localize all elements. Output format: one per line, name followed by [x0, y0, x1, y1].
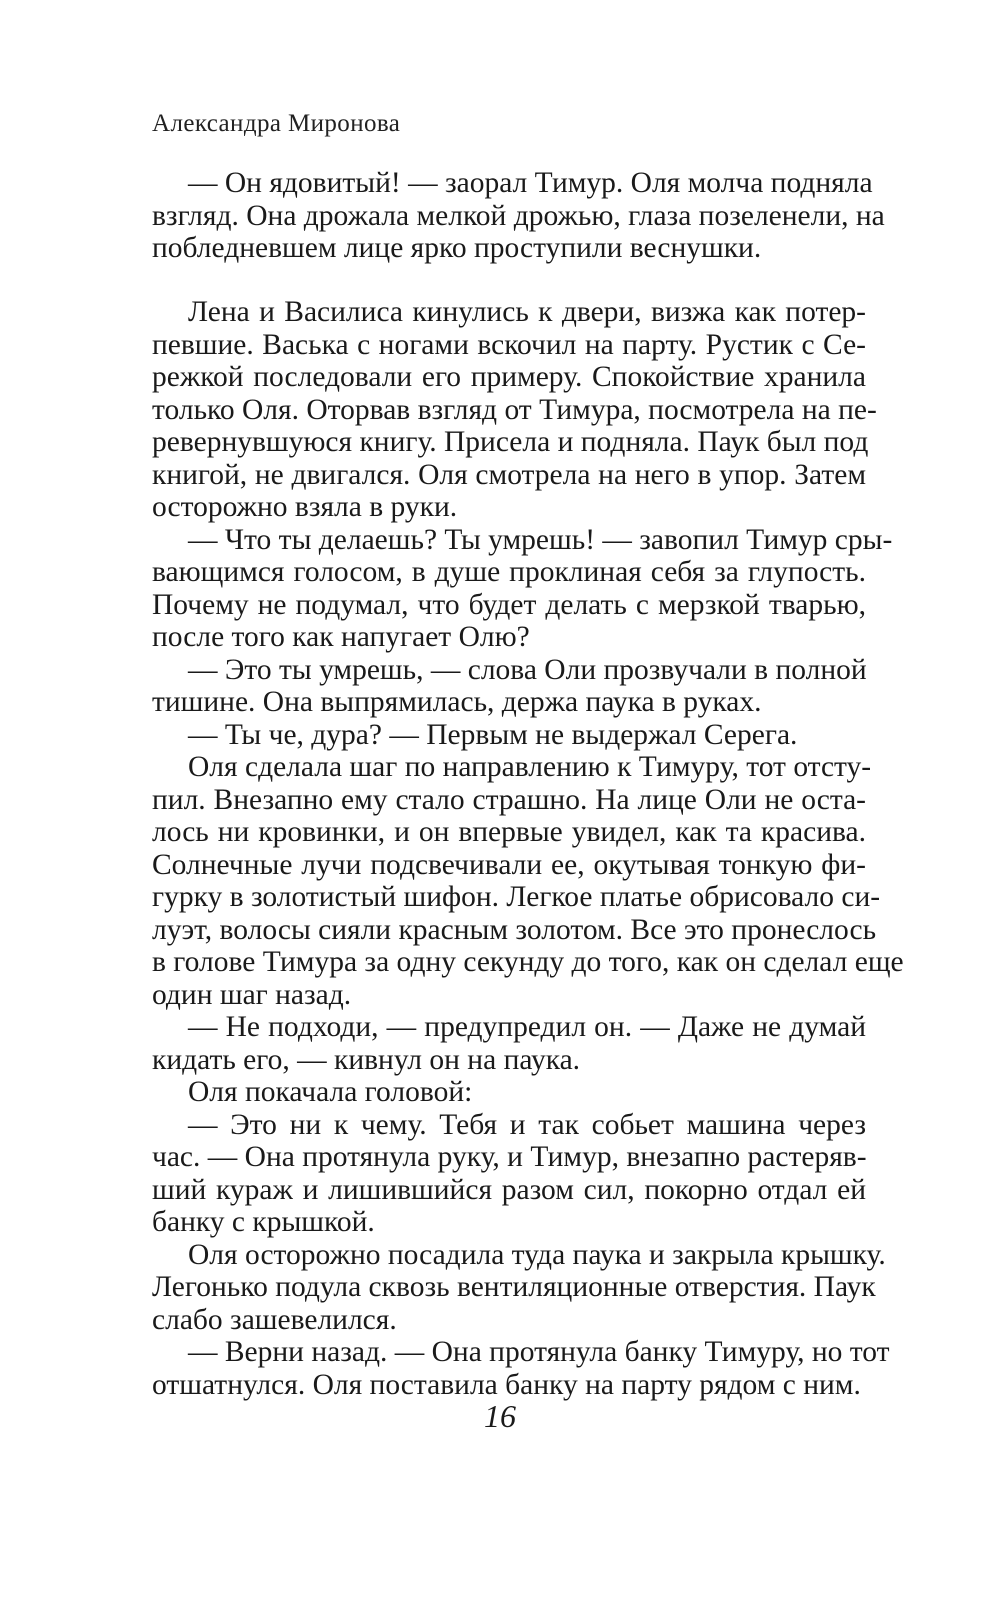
text-line: ревернувшуюся книгу. Присела и подняла. Паук был под — [152, 426, 869, 458]
text-line: пил. Внезапно ему стало страшно. На лице Оли не оста- — [152, 783, 866, 816]
text-line: — Что ты делаешь? Ты умрешь! — завопил Тимур сры- — [188, 523, 893, 556]
text-line: — Ты че, дура? — Первым не выдержал Серега. — [188, 718, 798, 751]
text-line: только Оля. Оторвав взгляд от Тимура, посмотрела на пе- — [152, 393, 877, 426]
text-line: Легонько подула сквозь вентиляционные отверстия. Паук — [152, 1271, 876, 1303]
text-line: Почему не подумал, что будет делать с мерзкой тварью, — [152, 588, 866, 621]
text-line: банку с крышкой. — [152, 1206, 375, 1238]
text-line: вающимся голосом, в душе проклиная себя за глупость. — [152, 556, 866, 588]
paragraph — [152, 296, 904, 1401]
text-line: осторожно взяла в руки. — [152, 491, 458, 523]
text-line: — Не подходи, — предупредил он. — Даже не думай — [188, 1011, 866, 1043]
text-line: взгляд. Она дрожала мелкой дрожью, глаза позеленели, на — [152, 199, 885, 232]
text-line: — Верни назад. — Она протянула банку Тимуру, но тот — [188, 1336, 890, 1368]
text-line: тишине. Она выпрямилась, держа паука в руках. — [152, 686, 762, 718]
text-line: Солнечные лучи подсвечивали ее, окутывая тонкую фи- — [152, 848, 866, 881]
text-line: Лена и Василиса кинулись к двери, визжа как потер- — [188, 296, 866, 328]
text-line: — Это ты умрешь, — слова Оли прозвучали в полной — [188, 653, 867, 686]
text-line: луэт, волосы сияли красным золотом. Все это пронеслось — [152, 913, 877, 946]
text-line: лось ни кровинки, и он впервые увидел, как та красива. — [152, 816, 866, 848]
page-number: 16 — [484, 1398, 516, 1434]
text-line: слабо зашевелился. — [152, 1303, 397, 1336]
text-line: час. — Она протянула руку, и Тимур, внезапно растеряв- — [152, 1141, 867, 1173]
text-line: Оля покачала головой: — [188, 1076, 473, 1108]
text-line: ший кураж и лишившийся разом сил, покорно отдал ей — [152, 1173, 866, 1206]
text-line: после того как напугает Олю? — [152, 621, 530, 653]
text-line: гурку в золотистый шифон. Легкое платье обрисовало си- — [152, 881, 881, 913]
text-line: Оля сделала шаг по направлению к Тимуру, тот отсту- — [188, 751, 872, 783]
text-line: Оля осторожно посадила туда паука и закрыла крышку. — [188, 1238, 886, 1271]
paragraph — [152, 167, 885, 265]
text-line: певшие. Васька с ногами вскочил на парту. Рустик с Се- — [152, 328, 866, 361]
text-line: книгой, не двигался. Оля смотрела на него в упор. Затем — [152, 458, 866, 491]
text-line: — Это ни к чему. Тебя и так собьет машина через — [188, 1108, 866, 1141]
text-line: кидать его, — кивнул он на паука. — [152, 1043, 581, 1076]
text-line: один шаг назад. — [152, 978, 352, 1011]
text-line: — Он ядовитый! — заорал Тимур. Оля молча подняла — [188, 167, 873, 199]
text-line: отшатнулся. Оля поставила банку на парту рядом с ним. — [152, 1368, 861, 1401]
text-line: в голове Тимура за одну секунду до того, как он сделал еще — [152, 946, 904, 978]
running-header-author: Александра Миронова — [152, 110, 401, 137]
text-line: режкой последовали его примеру. Спокойствие хранила — [152, 361, 866, 393]
text-line: побледневшем лице ярко проступили веснушки. — [152, 232, 762, 264]
